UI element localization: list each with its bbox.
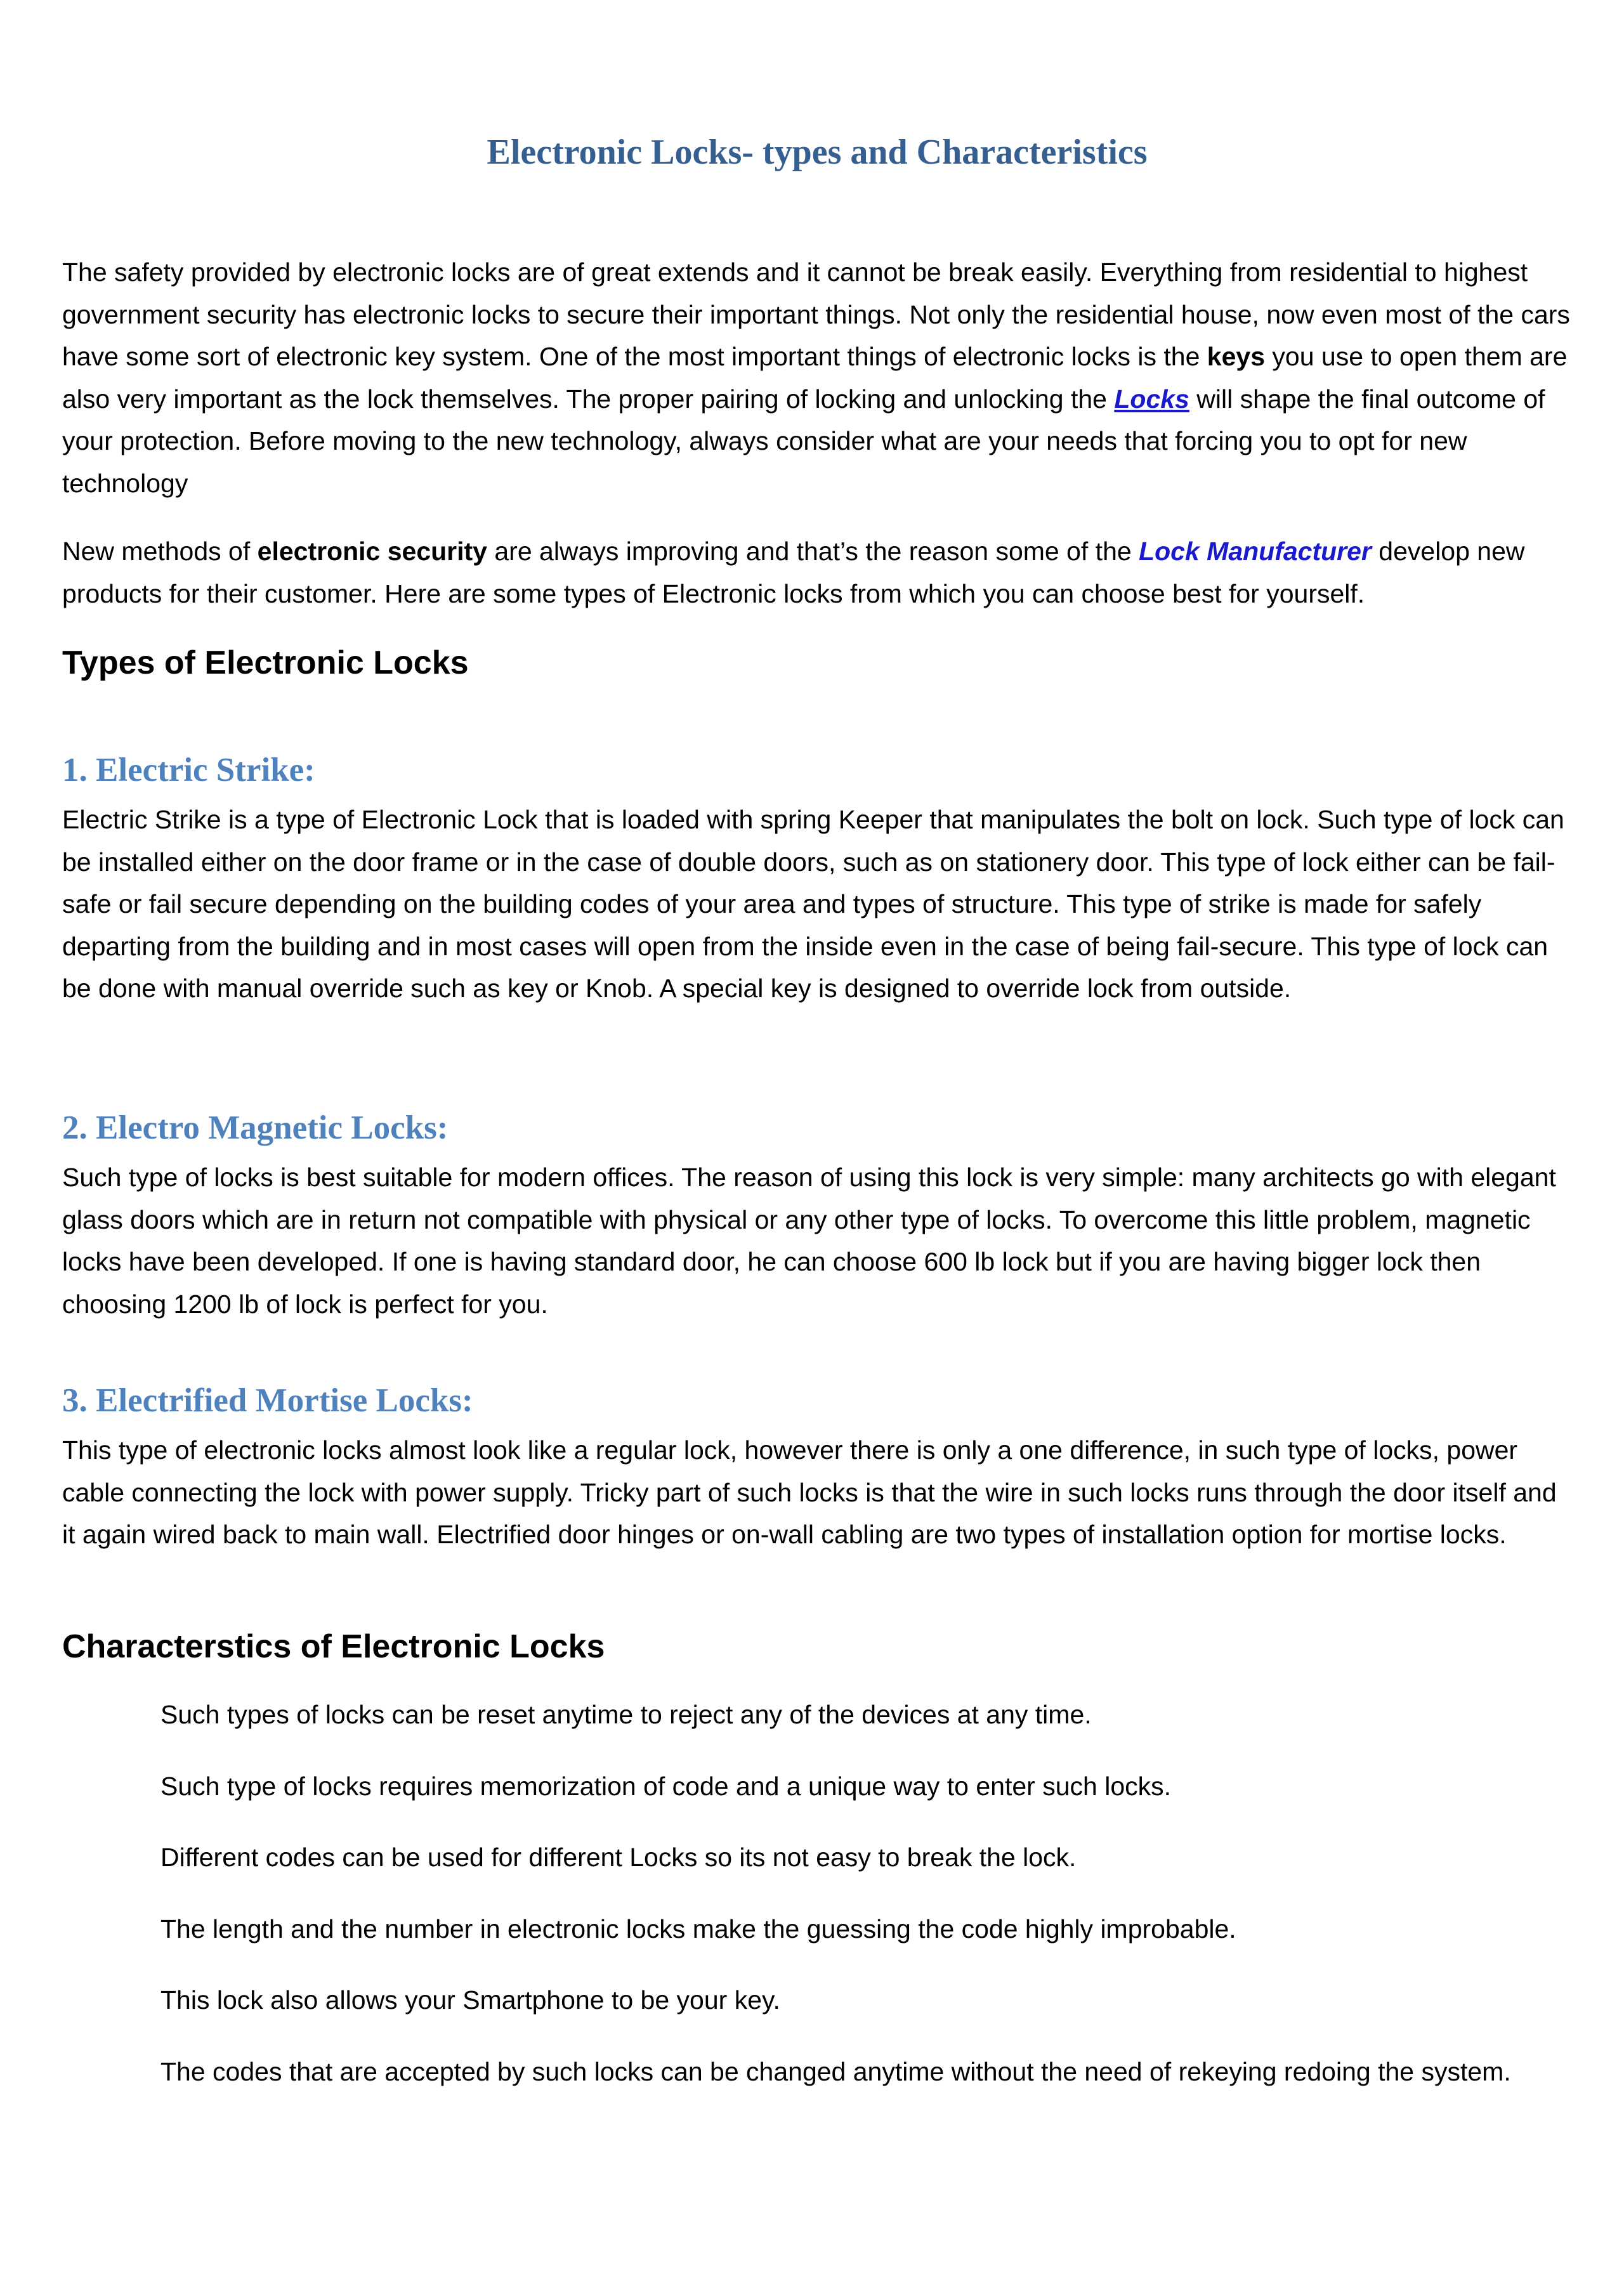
intro-text: New methods of xyxy=(62,537,258,566)
intro-text: The safety provided by electronic locks are of great extends and it cannot be break easily. Everything from residential to highest government security has electronic locks to secure their important things. Not only the residential house, now even most of the cars have some sort of electronic key system. One of the most important things of electronic locks is the xyxy=(62,258,1570,371)
intro-text: will shape the final outcome of your protection. Before moving to the new technology, always consider what are your needs that forcing you to opt for new technology xyxy=(62,384,1545,498)
characteristic-item: Different codes can be used for different Locks so its not easy to break the lock. xyxy=(160,1843,1077,1872)
lock-manufacturer-link[interactable]: Lock Manufacturer xyxy=(1139,537,1372,566)
intro-paragraph-1 xyxy=(62,251,1572,504)
intro-text: you use to open them are also very important as the lock themselves. The proper pairing of locking and unlocking the xyxy=(62,342,1568,414)
intro-text: are always improving and that’s the reason some of the xyxy=(487,537,1139,566)
characteristic-item: Such type of locks requires memorization of code and a unique way to enter such locks. xyxy=(160,1771,1172,1801)
electro-magnetic-body: Such type of locks is best suitable for modern offices. The reason of using this lock is very simple: many architects go with elegant glass doors which are in return not compatible with physical or any other type of locks. To overcome this little problem, magnetic locks have been developed. If one is having standard door, he can choose 600 lb lock but if you are having bigger lock then choosing 1200 lb of lock is perfect for you. xyxy=(62,1163,1556,1319)
characteristic-item: The length and the number in electronic locks make the guessing the code highly improbable. xyxy=(160,1914,1236,1943)
electrified-mortise-heading: 3. Electrified Mortise Locks: xyxy=(62,1382,473,1419)
characteristics-list xyxy=(160,1694,1569,2122)
electro-magnetic-heading: 2. Electro Magnetic Locks: xyxy=(62,1109,449,1146)
characteristic-item: The codes that are accepted by such locks can be changed anytime without the need of rekeying redoing the system. xyxy=(160,2056,1511,2086)
electric-strike-body: Electric Strike is a type of Electronic Lock that is loaded with spring Keeper that manipulates the bolt on lock. Such type of lock can be installed either on the door frame or in the case of double doors, such as on stationery door. This type of lock either can be fail-safe or fail secure depending on the building codes of your area and types of structure. This type of strike is made for safely departing from the building and in most cases will open from the inside even in the case of being fail-secure. This type of lock can be done with manual override such as key or Knob. A special key is designed to override lock from outside. xyxy=(62,805,1564,1003)
document-title: Electronic Locks- types and Characteristics xyxy=(487,133,1148,172)
electrified-mortise-body: This type of electronic locks almost look like a regular lock, however there is only a one difference, in such type of locks, power cable connecting the lock with power supply. Tricky part of such locks is that the wire in such locks runs through the door itself and it again wired back to main wall. Electrified door hinges or on-wall cabling are two types of installation option for mortise locks. xyxy=(62,1435,1557,1549)
keys-bold-text: keys xyxy=(1207,342,1265,371)
characteristic-item: This lock also allows your Smartphone to be your key. xyxy=(160,1985,780,2015)
characteristic-item: Such types of locks can be reset anytime to reject any of the devices at any time. xyxy=(160,1700,1092,1729)
intro-paragraph-2 xyxy=(62,530,1572,615)
electric-strike-heading: 1. Electric Strike: xyxy=(62,752,315,788)
intro-text: develop new products for their customer. Here are some types of Electronic locks from which you can choose best for yourself. xyxy=(62,537,1525,608)
locks-link[interactable]: Locks xyxy=(1114,384,1189,414)
characteristics-heading: Characterstics of Electronic Locks xyxy=(62,1628,605,1665)
electronic-security-bold-text: electronic security xyxy=(257,537,487,566)
types-heading: Types of Electronic Locks xyxy=(62,644,469,681)
